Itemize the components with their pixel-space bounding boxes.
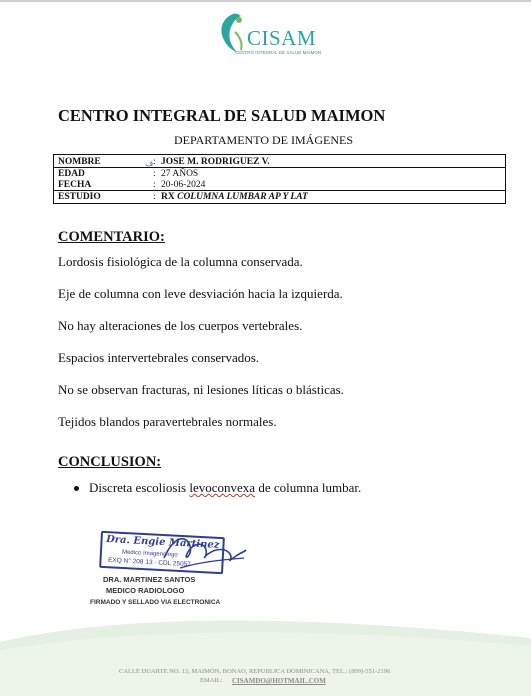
finding-line: Eje de columna con leve desviación hacia la izquierda. — [58, 286, 343, 301]
stamp-name: Dra. Engie Martinez — [105, 534, 220, 551]
handwritten-signature-icon — [160, 528, 250, 578]
signature-note: FIRMADO Y SELLADO VIA ELECTRONICA — [90, 599, 221, 606]
finding-line: Lordosis fisiológica de la columna conservada. — [58, 254, 303, 269]
info-value: JOSE M. RODRIGUEZ V. — [161, 157, 270, 167]
stamp-role: Medico Imagenólogo — [121, 549, 178, 559]
info-label: FECHA — [58, 180, 92, 190]
conclusion-item — [89, 480, 361, 496]
info-label: EDAD — [58, 169, 85, 179]
info-colon: : — [153, 192, 156, 202]
logo-name: CISAM — [247, 26, 317, 50]
footer-address: CALLE DUARTE NO. 13, MAIMÓN, BONAO, REPUBLICA DOMINICANA, TEL.: (809)-551-2196 — [119, 668, 391, 675]
cisam-logo — [205, 12, 335, 64]
finding-line: Tejidos blandos paravertebrales normales. — [58, 414, 277, 429]
comentario-heading: COMENTARIO: — [58, 229, 165, 245]
info-colon: : — [153, 180, 156, 190]
bullet-icon — [74, 486, 79, 491]
info-value — [161, 191, 308, 203]
finding-line: No se observan fracturas, ni lesiones líticas o blásticas. — [58, 382, 344, 397]
footer-email-label: EMAIL: — [200, 677, 223, 684]
info-value: 20-06-2024 — [161, 180, 206, 190]
info-label: NOMBRE — [58, 157, 101, 167]
conclusion-text-before: Discreta escoliosis — [89, 480, 190, 495]
page-top-edge — [0, 0, 531, 2]
footer-email[interactable]: CISAMDO@HOTMAIL.COM — [232, 677, 326, 685]
conclusion-text-after: de columna lumbar. — [255, 480, 362, 495]
study-name: COLUMNA LUMBAR AP Y LAT — [177, 192, 308, 202]
info-colon: : — [153, 169, 156, 179]
info-colon: : — [153, 157, 156, 167]
logo-tagline: CENTRO INTEGRAL DE SALUD MAIMON — [235, 50, 322, 55]
info-value: 27 AÑOS — [161, 169, 199, 179]
spellcheck-mark-icon: ف — [145, 159, 154, 168]
info-label: ESTUDIO — [58, 192, 101, 202]
study-prefix: RX — [161, 192, 175, 202]
finding-line: Espacios intervertebrales conservados. — [58, 350, 260, 365]
patient-info-table — [53, 154, 506, 204]
doctor-role: MEDICO RADIOLOGO — [106, 586, 185, 595]
misspelled-word: levoconvexa — [189, 480, 256, 495]
doctor-name: DRA. MARTINEZ SANTOS — [103, 575, 196, 584]
info-divider — [54, 167, 505, 168]
stamp-exequatur: EXQ N° 208 13 · CDL 25057 — [107, 556, 192, 569]
finding-line: No hay alteraciones de los cuerpos vertebrales. — [58, 318, 303, 333]
department-subtitle: DEPARTAMENTO DE IMÁGENES — [174, 133, 353, 147]
document-title: CENTRO INTEGRAL DE SALUD MAIMON — [58, 106, 386, 125]
conclusion-heading: CONCLUSION: — [58, 454, 162, 470]
